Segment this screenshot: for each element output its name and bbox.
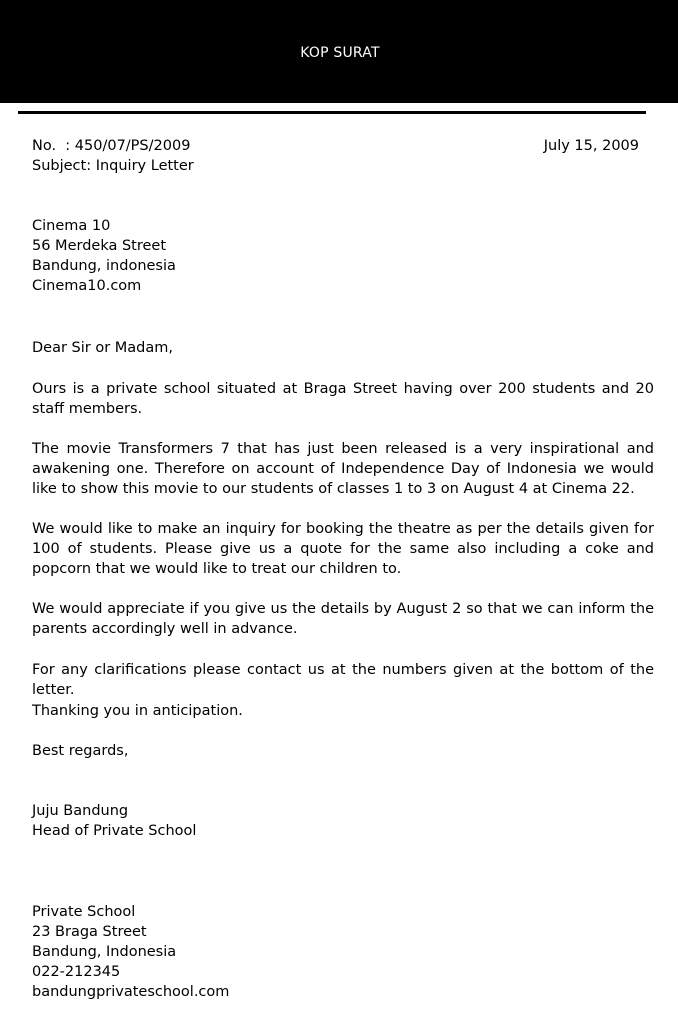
sender-address — [32, 902, 654, 1002]
sender-line: 022-212345 — [32, 964, 121, 980]
letter-subject: Subject: Inquiry Letter — [32, 158, 194, 174]
recipient-line: 56 Merdeka Street — [32, 238, 167, 254]
signatory-name: Juju Bandung — [32, 803, 129, 819]
body-paragraph: We would like to make an inquiry for booking the theatre as per the details given for 100 of students. Please give us a quote for the same also including a coke and popcorn that we would like to treat our children to. — [32, 521, 654, 577]
sender-line: 23 Braga Street — [32, 924, 147, 940]
signatory-position: Head of Private School — [32, 823, 197, 839]
sender-line: bandungprivateschool.com — [32, 984, 230, 1000]
letterhead-title: KOP SURAT — [300, 45, 380, 61]
closing: Best regards, — [32, 743, 129, 759]
letterhead-banner — [0, 0, 678, 103]
body-paragraph: We would appreciate if you give us the details by August 2 so that we can inform the parents accordingly well in advance. — [32, 601, 654, 637]
body-paragraph: Thanking you in anticipation. — [32, 703, 243, 719]
sender-line: Bandung, Indonesia — [32, 944, 177, 960]
header-divider — [18, 111, 646, 114]
recipient-address — [32, 216, 654, 296]
body-paragraph: For any clarifications please contact us at the numbers given at the bottom of the letter. — [32, 662, 654, 698]
letter-number: No. : 450/07/PS/2009 — [32, 138, 191, 154]
recipient-line: Bandung, indonesia — [32, 258, 176, 274]
recipient-line: Cinema 10 — [32, 218, 111, 234]
body-paragraph: Ours is a private school situated at Braga Street having over 200 students and 20 staff members. — [32, 381, 654, 417]
recipient-line: Cinema10.com — [32, 278, 142, 294]
sender-line: Private School — [32, 904, 136, 920]
signature-block — [32, 801, 654, 841]
body-paragraph: The movie Transformers 7 that has just been released is a very inspirational and awakening one. Therefore on account of Independence Day of Indonesia we would like to show this movie to our students of classes 1 to 3 on August 4 at Cinema 22. — [32, 441, 654, 497]
letter-date: July 15, 2009 — [543, 138, 639, 154]
salutation: Dear Sir or Madam, — [32, 340, 174, 356]
